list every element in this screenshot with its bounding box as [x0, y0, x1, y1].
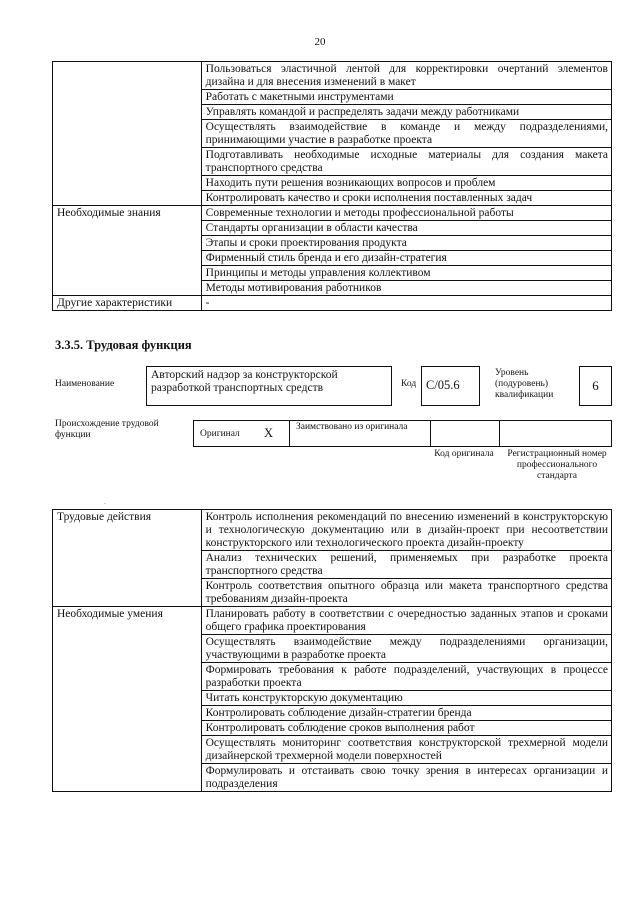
- scan-mark: .: [104, 497, 106, 506]
- table-cell: Осуществлять взаимодействие между подразделениями организации, участвующими в разработке проекта: [201, 635, 611, 663]
- reg-number-label: Регистрационный номер профессионального стандарта: [507, 449, 607, 481]
- table-cell: Работать с макетными инструментами: [201, 90, 611, 105]
- name-box: [146, 366, 392, 406]
- table-cell: Контролировать соблюдение сроков выполнения работ: [201, 721, 611, 736]
- section-heading: 3.3.5. Трудовая функция: [55, 338, 192, 352]
- table-cell: Находить пути решения возникающих вопросов и проблем: [201, 176, 611, 191]
- table-cell: Осуществлять мониторинг соответствия конструкторской трехмерной модели дизайнерской трехмерной модели поверхностей: [201, 736, 611, 764]
- row-label-skills: Необходимые умения: [53, 607, 202, 792]
- table-cell: Формулировать и отстаивать свою точку зрения в интересах организации и подразделения: [201, 764, 611, 792]
- divider: [499, 421, 500, 446]
- table-row: [53, 62, 612, 90]
- name-value: Авторский надзор за конструкторской разработкой транспортных средств: [151, 369, 338, 394]
- row-label-actions: Трудовые действия: [53, 510, 202, 607]
- code-label: Код: [401, 379, 417, 389]
- level-value: 6: [592, 378, 599, 393]
- table-cell: -: [201, 296, 611, 311]
- row-label: [53, 62, 202, 206]
- table-cell: Формировать требования к работе подразделений, участвующих в процессе разработки проекта: [201, 663, 611, 691]
- row-label-knowledge: Необходимые знания: [53, 206, 202, 296]
- name-label: Наименование: [55, 379, 115, 389]
- page-number: 20: [314, 36, 326, 48]
- competency-table-continued: [52, 61, 612, 311]
- table-cell: Контролировать соблюдение дизайн-стратегии бренда: [201, 706, 611, 721]
- divider: [289, 421, 290, 446]
- table-cell: Современные технологии и методы профессиональной работы: [201, 206, 611, 221]
- origin-label: Происхождение трудовой функции: [55, 419, 159, 440]
- table-row: [53, 607, 612, 635]
- labor-function-table: [52, 509, 612, 792]
- divider: [430, 421, 431, 446]
- table-cell: Стандарты организации в области качества: [201, 221, 611, 236]
- origin-box: [193, 420, 612, 447]
- table-cell: Контроль соответствия опытного образца или макета транспортного средства требованиям дизайн-проекта: [201, 579, 611, 607]
- table-cell: Принципы и методы управления коллективом: [201, 266, 611, 281]
- table-cell: Фирменный стиль бренда и его дизайн-стратегия: [201, 251, 611, 266]
- table-cell: Этапы и сроки проектирования продукта: [201, 236, 611, 251]
- table-cell: Читать конструкторскую документацию: [201, 691, 611, 706]
- level-box: [579, 366, 612, 406]
- code-value: С/05.6: [426, 378, 460, 392]
- table-row: [53, 296, 612, 311]
- table-cell: Планировать работу в соответствии с очередностью заданных этапов и сроками общего графика проектирования: [201, 607, 611, 635]
- table-cell: Анализ технических решений, применяемых при разработке проекта транспортного средства: [201, 551, 611, 579]
- code-original-label: Код оригинала: [434, 449, 494, 459]
- table-cell: Контролировать качество и сроки исполнения поставленных задач: [201, 191, 611, 206]
- original-label: Оригинал: [200, 429, 240, 439]
- table-cell: Подготавливать необходимые исходные материалы для создания макета транспортного средства: [201, 148, 611, 176]
- original-mark: X: [264, 426, 274, 440]
- level-label: Уровень (подуровень) квалификации: [495, 368, 554, 400]
- table-cell: Методы мотивирования работников: [201, 281, 611, 296]
- borrowed-label: Заимствовано из оригинала: [296, 422, 408, 432]
- table-cell: Управлять командой и распределять задачи между работниками: [201, 105, 611, 120]
- code-box: [421, 366, 480, 406]
- table-row: [53, 206, 612, 221]
- table-cell: Контроль исполнения рекомендаций по внесению изменений в конструкторскую и технологическую документацию или в дизайн-проект при несоответствии конструкторского или технологического проекта дизайн-проекту: [201, 510, 611, 551]
- table-row: [53, 510, 612, 551]
- table-cell: Пользоваться эластичной лентой для корректировки очертаний элементов дизайна и для внесения изменений в макет: [201, 62, 611, 90]
- row-label-other: Другие характеристики: [53, 296, 202, 311]
- table-cell: Осуществлять взаимодействие в команде и между подразделениями, принимающими участие в разработке проекта: [201, 120, 611, 148]
